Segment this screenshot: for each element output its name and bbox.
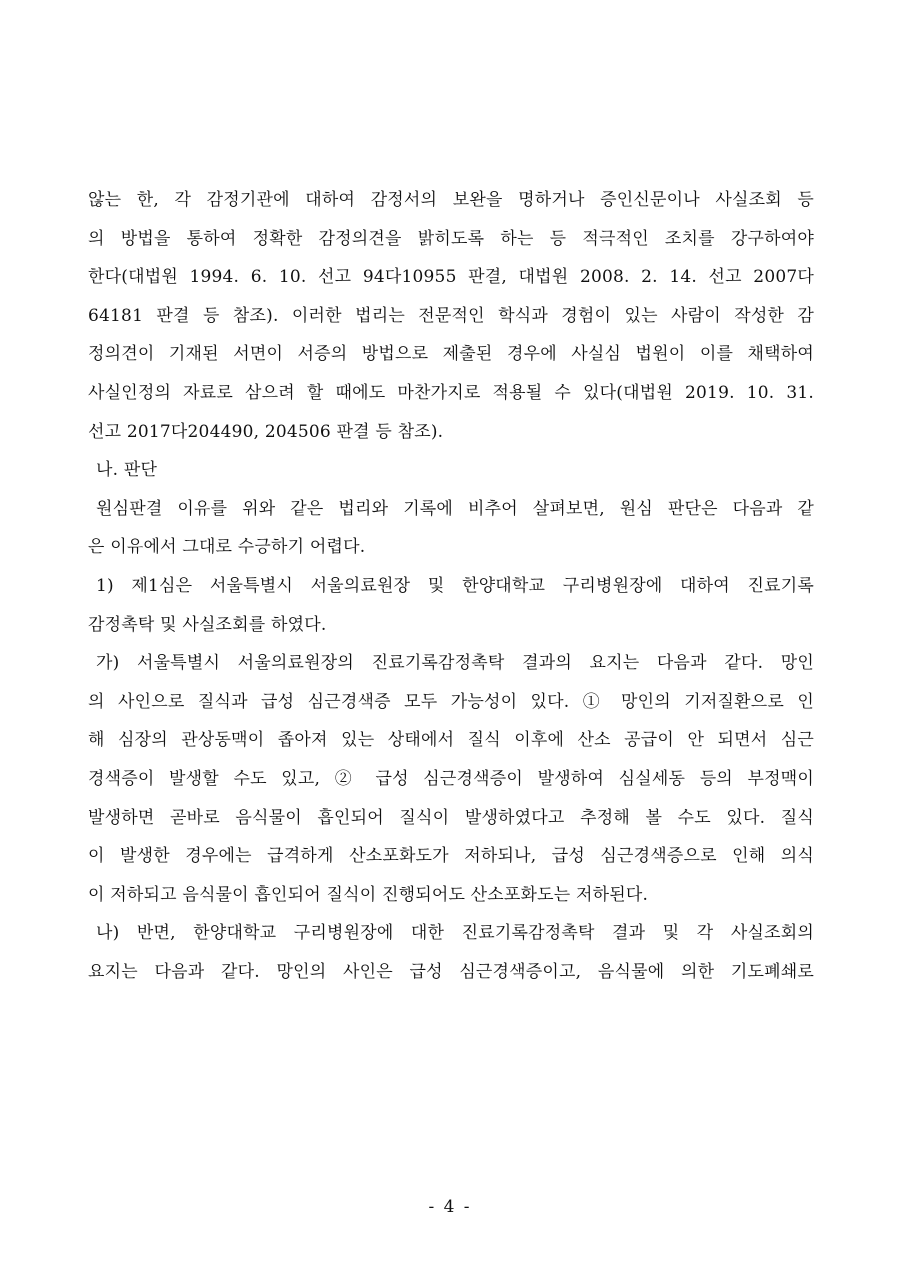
text-line: 의 사인으로 질식과 급성 심근경색증 모두 가능성이 있다. ① 망인의 기저질환으로 인: [88, 691, 814, 712]
text-line: 요지는 다음과 같다. 망인의 사인은 급성 심근경색증이고, 음식물에 의한 기도폐쇄로: [88, 961, 814, 982]
text-line: 가) 서울특별시 서울의료원장의 진료기록감정촉탁 결과의 요지는 다음과 같다. 망인: [96, 653, 814, 674]
text-line: 감정촉탁 및 사실조회를 하였다.: [88, 614, 327, 635]
text-line: 이 저하되고 음식물이 흡인되어 질식이 진행되어도 산소포화도는 저하된다.: [88, 884, 649, 905]
page-number: - 4 -: [428, 1197, 472, 1217]
text-line: 해 심장의 관상동맥이 좁아져 있는 상태에서 질식 이후에 산소 공급이 안 되면서 심근: [88, 730, 814, 751]
text-line: 원심판결 이유를 위와 같은 법리와 기록에 비추어 살펴보면, 원심 판단은 다음과 같: [96, 498, 814, 519]
text-line: 사실인정의 자료로 삼으려 할 때에도 마찬가지로 적용될 수 있다(대법원 2019. 10. 31.: [88, 382, 814, 403]
section-heading: 나. 판단: [96, 460, 158, 481]
text-line: 정의견이 기재된 서면이 서증의 방법으로 제출된 경우에 사실심 법원이 이를 채택하여: [88, 344, 814, 365]
text-line: 64181 판결 등 참조). 이러한 법리는 전문적인 학식과 경험이 있는 사람이 작성한 감: [88, 305, 814, 326]
text-line: 않는 한, 각 감정기관에 대하여 감정서의 보완을 명하거나 증인신문이나 사실조회 등: [88, 190, 814, 210]
text-line: 이 발생한 경우에는 급격하게 산소포화도가 저하되나, 급성 심근경색증으로 인해 의식: [88, 846, 814, 867]
text-line: 경색증이 발생할 수도 있고, ② 급성 심근경색증이 발생하여 심실세동 등의 부정맥이: [88, 768, 814, 789]
text-line: 선고 2017다204490, 204506 판결 등 참조).: [88, 421, 444, 442]
text-line: 의 방법을 통하여 정확한 감정의견을 밝히도록 하는 등 적극적인 조치를 강구하여야: [88, 228, 814, 249]
text-line: 발생하면 곧바로 음식물이 흡인되어 질식이 발생하였다고 추정해 볼 수도 있다. 질식: [88, 807, 814, 828]
text-line: 한다(대법원 1994. 6. 10. 선고 94다10955 판결, 대법원 2008. 2. 14. 선고 2007다: [88, 267, 814, 288]
text-line: 1) 제1심은 서울특별시 서울의료원장 및 한양대학교 구리병원장에 대하여 진료기록: [96, 575, 814, 596]
document-body: [88, 181, 814, 991]
text-line: 은 이유에서 그대로 수긍하기 어렵다.: [88, 537, 366, 558]
text-line: 나) 반면, 한양대학교 구리병원장에 대한 진료기록감정촉탁 결과 및 각 사실조회의: [96, 923, 814, 944]
